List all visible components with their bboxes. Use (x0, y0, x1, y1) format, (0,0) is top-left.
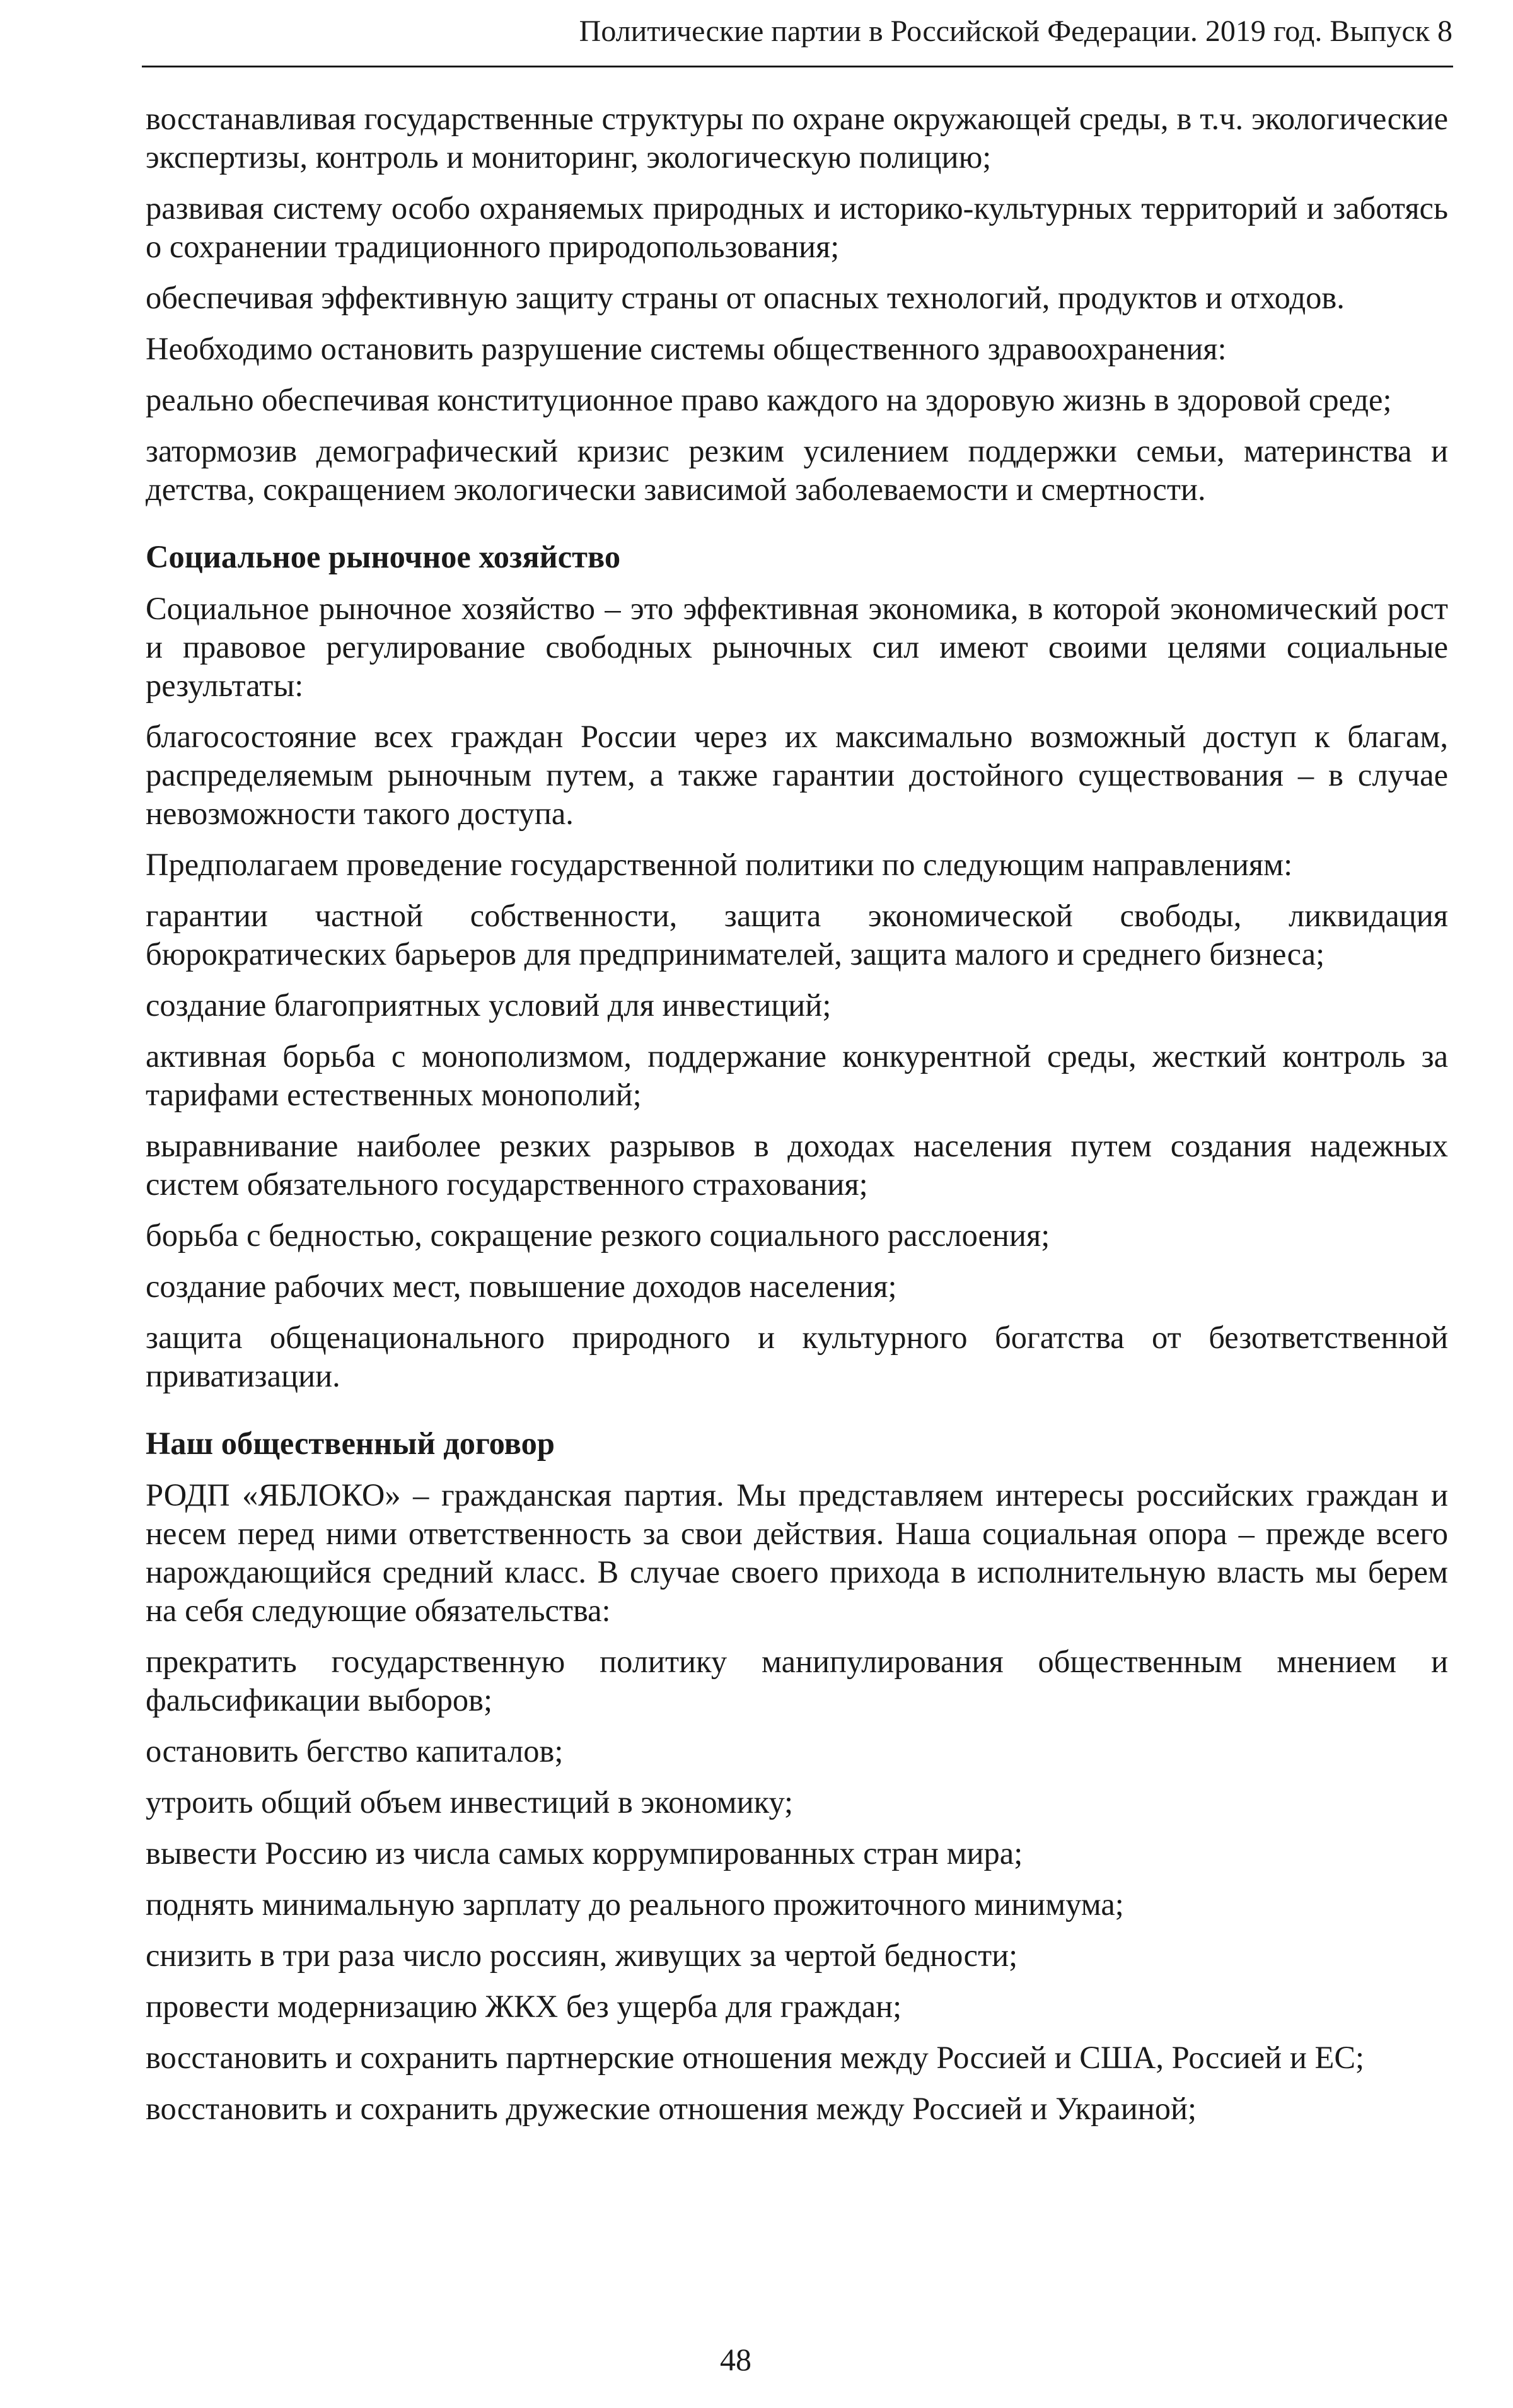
paragraph: восстанавливая государственные структуры по охране окружающей среды, в т.ч. экологические экспертизы, контроль и мониторинг, экологическую полицию; (146, 101, 1448, 175)
paragraph: Социальное рыночное хозяйство – это эффективная экономика, в которой экономический рост и правовое регулирование свободных рыночных сил имеют своими целями социальные результаты: (146, 591, 1448, 703)
paragraph: снизить в три раза число россиян, живущих за чертой бедности; (146, 1938, 1018, 1973)
page-body (146, 100, 1448, 2141)
paragraph: борьба с бедностью, сокращение резкого социального расслоения; (146, 1218, 1050, 1253)
paragraph: остановить бегство капиталов; (146, 1733, 564, 1769)
paragraph: гарантии частной собственности, защита экономической свободы, ликвидация бюрократических барьеров для предпринимателей, защита малого и среднего бизнеса; (146, 898, 1448, 972)
section-social-market (146, 538, 1448, 1395)
section-heading: Наш общественный договор (146, 1426, 555, 1461)
paragraph: вывести Россию из числа самых коррумпированных стран мира; (146, 1835, 1023, 1871)
paragraph: прекратить государственную политику манипулирования общественным мнением и фальсификации выборов; (146, 1644, 1448, 1718)
paragraph: восстановить и сохранить дружеские отношения между Россией и Украиной; (146, 2091, 1197, 2126)
paragraph: восстановить и сохранить партнерские отношения между Россией и США, Россией и ЕС; (146, 2040, 1365, 2075)
paragraph: утроить общий объем инвестиций в экономику; (146, 1784, 794, 1820)
header-rule (142, 66, 1453, 67)
paragraph: благосостояние всех граждан России через их максимально возможный доступ к благам, распределяемым рыночным путем, а также гарантии достойного существования – в случае невозможности такого доступа. (146, 719, 1448, 831)
paragraph: поднять минимальную зарплату до реального прожиточного минимума; (146, 1887, 1124, 1922)
paragraph: развивая систему особо охраняемых природных и историко-культурных территорий и заботясь о сохранении традиционного природопользования; (146, 190, 1448, 264)
paragraph: РОДП «ЯБЛОКО» – гражданская партия. Мы представляем интересы российских граждан и несем перед ними ответственность за свои действия. Наша социальная опора – прежде всего нарождающийся средний класс. В случае своего прихода в исполнительную власть мы берем на себя следующие обязательства: (146, 1477, 1448, 1628)
paragraph: реально обеспечивая конституционное право каждого на здоровую жизнь в здоровой среде; (146, 382, 1392, 417)
page-number: 48 (720, 2342, 751, 2377)
paragraph: выравнивание наиболее резких разрывов в доходах населения путем создания надежных систем обязательного государственного страхования; (146, 1128, 1448, 1202)
paragraph: Необходимо остановить разрушение системы общественного здравоохранения: (146, 331, 1227, 366)
paragraph: создание рабочих мест, повышение доходов населения; (146, 1269, 897, 1304)
paragraph: защита общенационального природного и культурного богатства от безответственной приватизации. (146, 1320, 1448, 1393)
paragraph: затормозив демографический кризис резким усилением поддержки семьи, материнства и детства, сокращением экологически зависимой заболеваемости и смертности. (146, 433, 1448, 507)
paragraph: создание благоприятных условий для инвестиций; (146, 987, 832, 1023)
section-social-contract (146, 1424, 1448, 2128)
section-heading: Социальное рыночное хозяйство (146, 539, 621, 574)
paragraph: активная борьба с монополизмом, поддержание конкурентной среды, жесткий контроль за тарифами естественных монополий; (146, 1038, 1448, 1112)
section-intro (146, 100, 1448, 509)
paragraph: обеспечивая эффективную защиту страны от опасных технологий, продуктов и отходов. (146, 280, 1345, 315)
paragraph: провести модернизацию ЖКХ без ущерба для граждан; (146, 1989, 902, 2024)
paragraph: Предполагаем проведение государственной политики по следующим направлениям: (146, 847, 1293, 882)
running-header: Политические партии в Российской Федерации. 2019 год. Выпуск 8 (579, 15, 1452, 48)
